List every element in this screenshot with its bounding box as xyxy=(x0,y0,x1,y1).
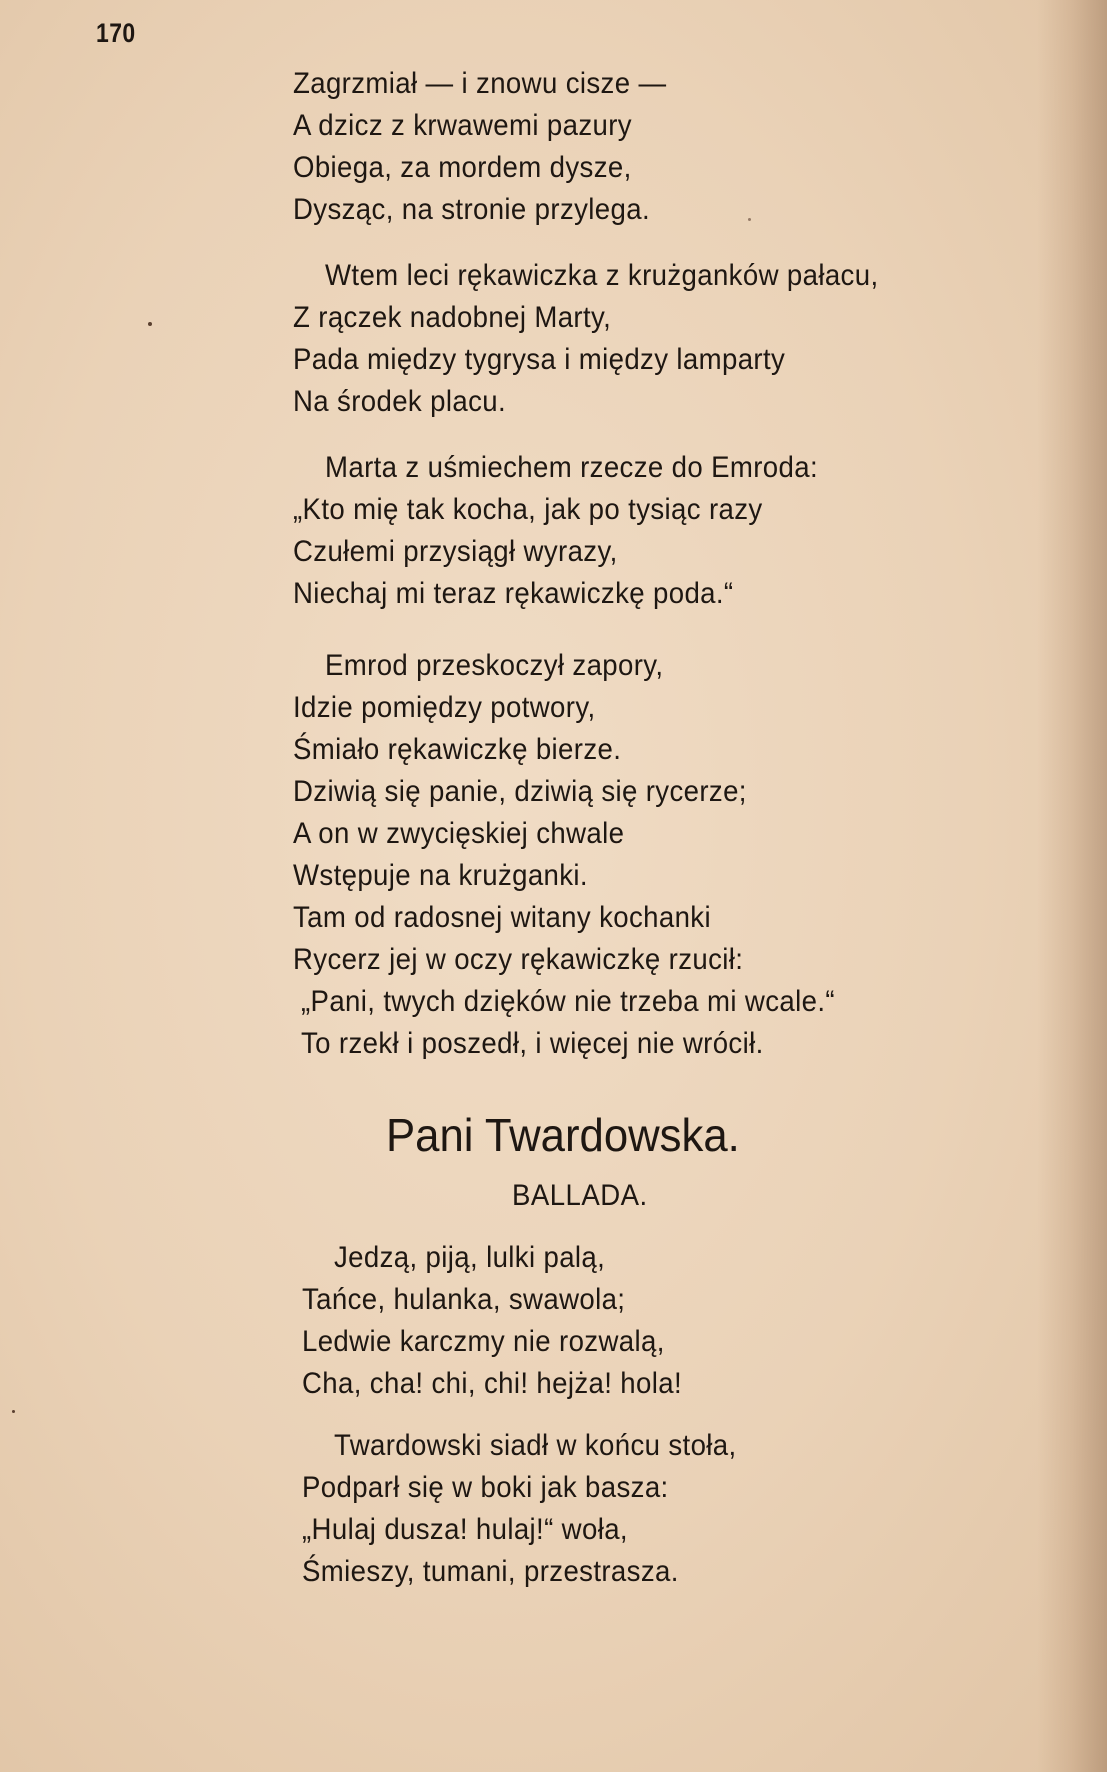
verse-line: Pada między tygrysa i między lamparty xyxy=(293,343,786,376)
verse-line: Marta z uśmiechem rzecze do Emroda: xyxy=(325,451,818,484)
verse-line: A dzicz z krwawemi pazury xyxy=(293,109,632,142)
verse-line: „Kto mię tak kocha, jak po tysiąc razy xyxy=(293,493,763,526)
verse-line: Rycerz jej w oczy rękawiczkę rzucił: xyxy=(293,943,744,976)
verse-line: Tam od radosnej witany kochanki xyxy=(293,901,711,934)
verse-line: Z rączek nadobnej Marty, xyxy=(293,301,612,334)
verse-line: To rzekł i poszedł, i więcej nie wrócił. xyxy=(301,1027,764,1060)
verse-line: Na środek placu. xyxy=(293,385,507,418)
verse-line: Niechaj mi teraz rękawiczkę poda.“ xyxy=(293,577,734,610)
poem-title: Pani Twardowska. xyxy=(386,1109,740,1161)
paper-speck xyxy=(148,322,152,326)
paper-speck xyxy=(12,1410,15,1413)
verse-line: „Pani, twych dzięków nie trzeba mi wcale.“ xyxy=(301,985,835,1018)
verse-line: Śmieszy, tumani, przestrasza. xyxy=(302,1555,679,1588)
verse-line: Tańce, hulanka, swawola; xyxy=(302,1283,626,1316)
verse-line: Emrod przeskoczył zapory, xyxy=(325,649,664,682)
verse-line: Wtem leci rękawiczka z krużganków pałacu, xyxy=(325,259,879,292)
verse-line: Śmiało rękawiczkę bierze. xyxy=(293,733,622,766)
verse-line: Ledwie karczmy nie rozwalą, xyxy=(302,1325,665,1358)
verse-line: Obiega, za mordem dysze, xyxy=(293,151,632,184)
verse-line: Dysząc, na stronie przylega. xyxy=(293,193,650,226)
verse-line: Idzie pomiędzy potwory, xyxy=(293,691,596,724)
verse-line: Wstępuje na krużganki. xyxy=(293,859,588,892)
poem-subtitle: BALLADA. xyxy=(512,1179,648,1212)
verse-line: Cha, cha! chi, chi! hejża! hola! xyxy=(302,1367,682,1400)
verse-line: „Hulaj dusza! hulaj!“ woła, xyxy=(302,1513,628,1546)
verse-line: Jedzą, piją, lulki palą, xyxy=(334,1241,606,1274)
verse-line: Twardowski siadł w końcu stoła, xyxy=(334,1429,737,1462)
verse-line: Czułemi przysiągł wyrazy, xyxy=(293,535,618,568)
paper-speck xyxy=(748,218,751,221)
page-gutter-shadow xyxy=(1037,0,1107,1772)
page-number: 170 xyxy=(96,18,136,48)
verse-line: Podparł się w boki jak basza: xyxy=(302,1471,669,1504)
verse-line: Dziwią się panie, dziwią się rycerze; xyxy=(293,775,747,808)
verse-line: A on w zwycięskiej chwale xyxy=(293,817,625,850)
verse-line: Zagrzmiał — i znowu cisze — xyxy=(293,67,667,100)
